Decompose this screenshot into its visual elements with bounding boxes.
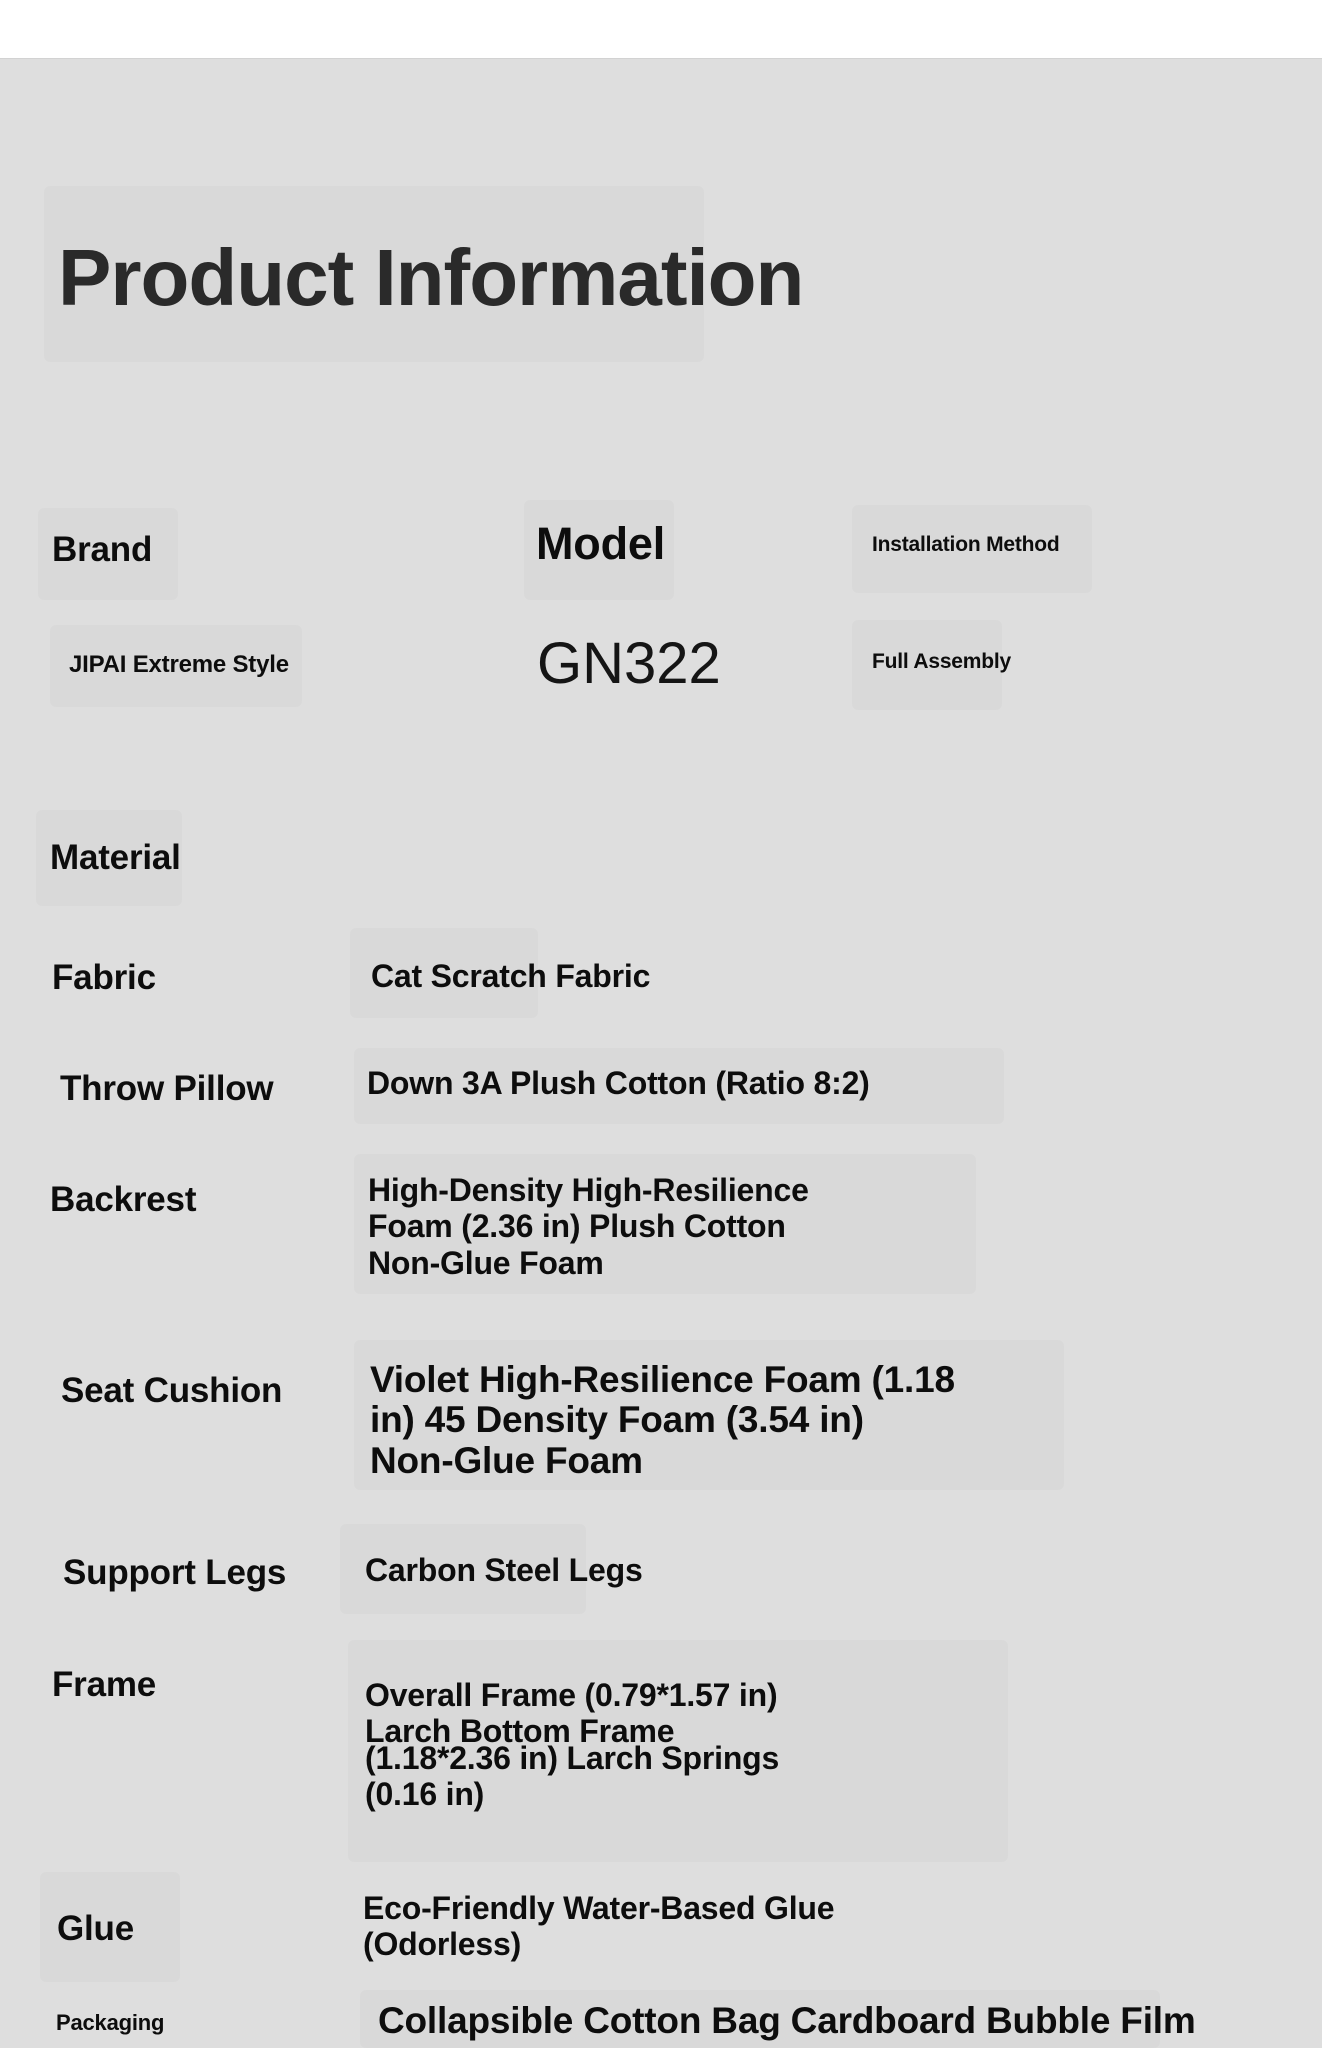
fabric-label: Fabric	[52, 958, 156, 997]
installation-method-value: Full Assembly	[872, 650, 1011, 673]
brand-value: JIPAI Extreme Style	[69, 651, 289, 678]
material-heading: Material	[50, 838, 181, 877]
throw-pillow-value: Down 3A Plush Cotton (Ratio 8:2)	[367, 1065, 870, 1101]
frame-label: Frame	[52, 1665, 157, 1704]
support-legs-label: Support Legs	[63, 1553, 287, 1592]
seat-cushion-value-line: Non-Glue Foam	[370, 1440, 643, 1481]
frame-value-line: Larch Bottom Frame	[365, 1713, 675, 1749]
glue-value-line: Eco-Friendly Water-Based Glue	[363, 1890, 835, 1926]
packaging-value: Collapsible Cotton Bag Cardboard Bubble Film	[378, 2000, 1196, 2041]
page-title: Product Information	[58, 233, 804, 322]
glue-label: Glue	[57, 1909, 134, 1948]
throw-pillow-label: Throw Pillow	[60, 1069, 274, 1108]
packaging-label: Packaging	[56, 2010, 165, 2035]
top-white-strip	[0, 0, 1322, 58]
support-legs-value: Carbon Steel Legs	[365, 1552, 643, 1588]
frame-value-line: (1.18*2.36 in) Larch Springs	[365, 1740, 780, 1776]
brand-label: Brand	[52, 530, 153, 569]
fabric-value: Cat Scratch Fabric	[371, 958, 651, 994]
seat-cushion-value-line: Violet High-Resilience Foam (1.18	[370, 1359, 955, 1400]
frame-value-line: Overall Frame (0.79*1.57 in)	[365, 1677, 778, 1713]
model-label: Model	[536, 518, 665, 569]
backrest-value-line: High-Density High-Resilience	[368, 1172, 809, 1208]
backrest-value-line: Foam (2.36 in) Plush Cotton	[368, 1208, 786, 1244]
glue-value-line: (Odorless)	[363, 1926, 522, 1962]
backrest-value-line: Non-Glue Foam	[368, 1245, 604, 1281]
seat-cushion-label: Seat Cushion	[61, 1371, 283, 1410]
frame-value-line: (0.16 in)	[365, 1776, 485, 1812]
backrest-label: Backrest	[50, 1180, 197, 1219]
model-value: GN322	[537, 631, 721, 696]
seat-cushion-value-line: in) 45 Density Foam (3.54 in)	[370, 1399, 864, 1440]
installation-method-label: Installation Method	[872, 533, 1060, 556]
